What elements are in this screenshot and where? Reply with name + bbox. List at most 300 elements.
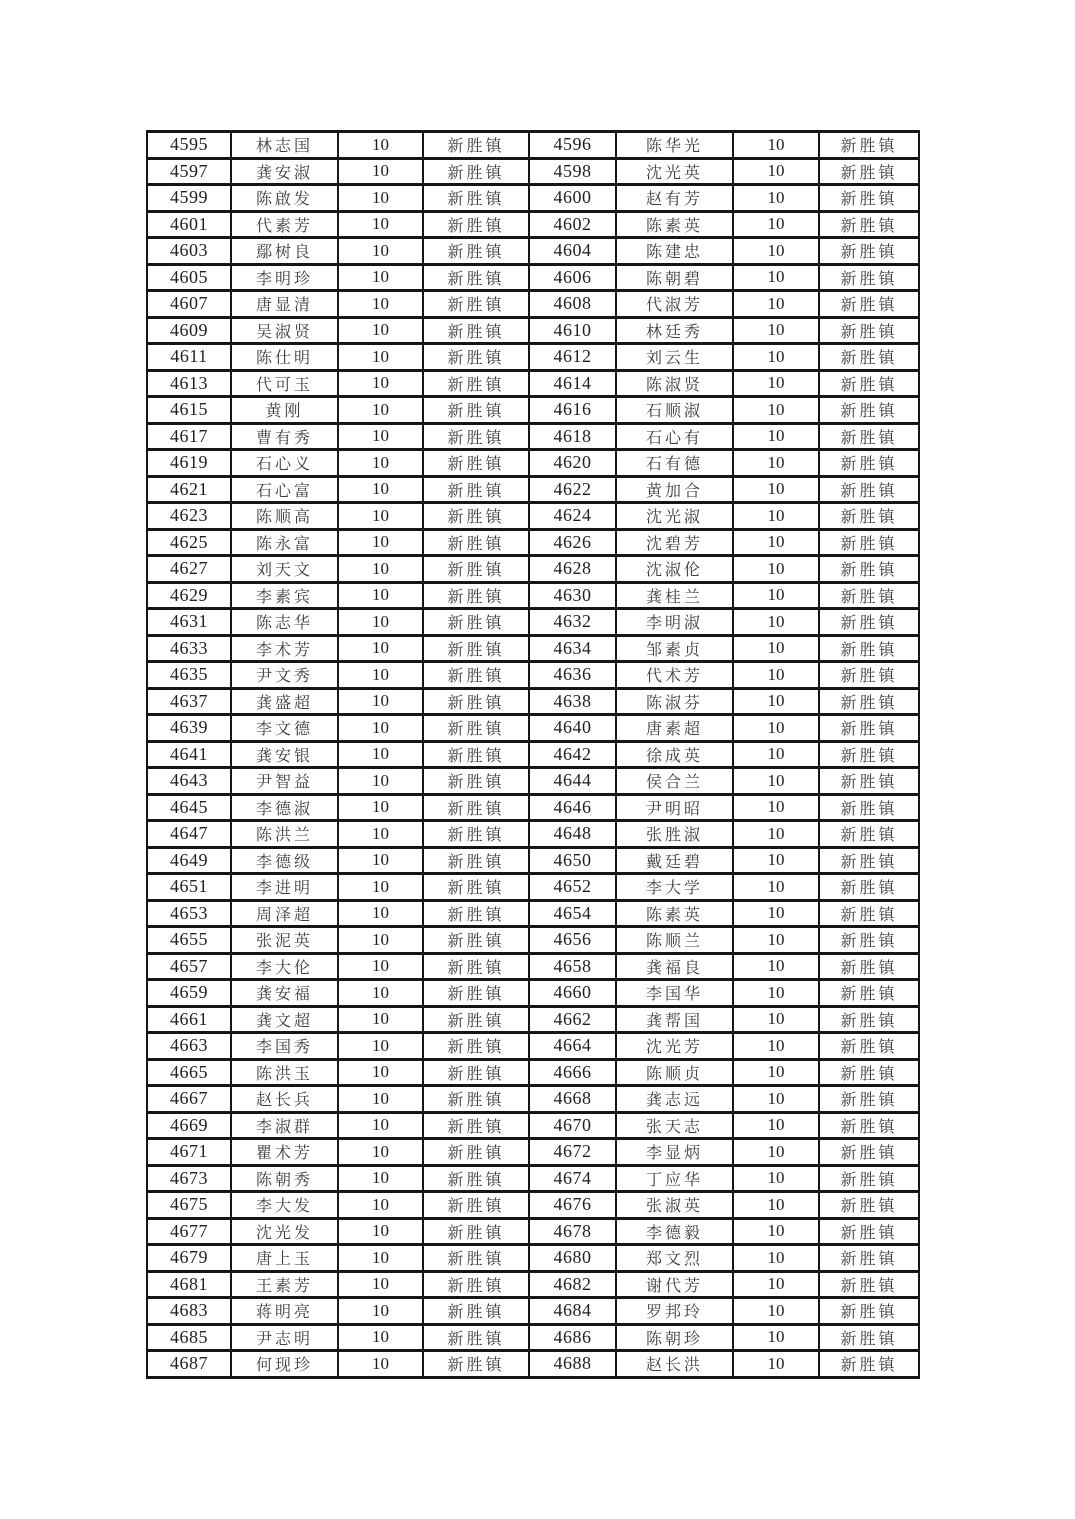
entry-id-cell: 4622 (529, 476, 616, 503)
entry-score-cell: 10 (733, 688, 819, 715)
entry-score-cell: 10 (338, 980, 423, 1007)
entry-score-cell: 10 (338, 741, 423, 768)
entry-score-cell: 10 (733, 291, 819, 318)
entry-town-cell: 新胜镇 (819, 132, 919, 159)
entry-id-cell: 4618 (529, 423, 616, 450)
entry-town-cell: 新胜镇 (423, 1033, 529, 1060)
entry-score-cell: 10 (733, 1245, 819, 1272)
entry-name-cell: 陈朝碧 (616, 264, 733, 291)
entry-name-cell: 李国秀 (231, 1033, 338, 1060)
entry-town-cell: 新胜镇 (423, 874, 529, 901)
entry-score-cell: 10 (338, 211, 423, 238)
entry-id-cell: 4662 (529, 1006, 616, 1033)
entry-score-cell: 10 (733, 1059, 819, 1086)
entry-id-cell: 4637 (147, 688, 231, 715)
entry-name-cell: 石有德 (616, 450, 733, 477)
entry-town-cell: 新胜镇 (423, 609, 529, 636)
entry-town-cell: 新胜镇 (819, 1218, 919, 1245)
entry-score-cell: 10 (338, 1271, 423, 1298)
entry-name-cell: 龚福良 (616, 953, 733, 980)
entry-town-cell: 新胜镇 (819, 847, 919, 874)
entry-score-cell: 10 (338, 370, 423, 397)
entry-town-cell: 新胜镇 (819, 158, 919, 185)
entry-score-cell: 10 (733, 317, 819, 344)
entry-town-cell: 新胜镇 (423, 450, 529, 477)
entry-town-cell: 新胜镇 (423, 556, 529, 583)
entry-town-cell: 新胜镇 (423, 662, 529, 689)
entry-score-cell: 10 (733, 980, 819, 1007)
entry-town-cell: 新胜镇 (423, 927, 529, 954)
entry-town-cell: 新胜镇 (423, 847, 529, 874)
entry-score-cell: 10 (733, 927, 819, 954)
entry-town-cell: 新胜镇 (819, 821, 919, 848)
entry-score-cell: 10 (733, 476, 819, 503)
table-row (147, 1245, 919, 1272)
table-row (147, 556, 919, 583)
table-row (147, 1112, 919, 1139)
entry-name-cell: 代淑芳 (616, 291, 733, 318)
entry-score-cell: 10 (338, 556, 423, 583)
entry-town-cell: 新胜镇 (423, 1112, 529, 1139)
entry-score-cell: 10 (338, 291, 423, 318)
entry-score-cell: 10 (338, 397, 423, 424)
entry-id-cell: 4629 (147, 582, 231, 609)
entry-score-cell: 10 (733, 635, 819, 662)
entry-score-cell: 10 (733, 821, 819, 848)
entry-name-cell: 黄加合 (616, 476, 733, 503)
entry-score-cell: 10 (733, 503, 819, 530)
table-row (147, 768, 919, 795)
entry-id-cell: 4613 (147, 370, 231, 397)
entry-score-cell: 10 (338, 450, 423, 477)
entry-town-cell: 新胜镇 (819, 238, 919, 265)
entry-name-cell: 沈光芳 (616, 1033, 733, 1060)
entry-id-cell: 4677 (147, 1218, 231, 1245)
entry-town-cell: 新胜镇 (423, 1298, 529, 1325)
entry-score-cell: 10 (338, 529, 423, 556)
table-row (147, 662, 919, 689)
entry-town-cell: 新胜镇 (423, 741, 529, 768)
entry-id-cell: 4628 (529, 556, 616, 583)
table-row (147, 874, 919, 901)
entry-score-cell: 10 (338, 1033, 423, 1060)
entry-town-cell: 新胜镇 (819, 1298, 919, 1325)
entry-id-cell: 4603 (147, 238, 231, 265)
entry-name-cell: 沈光淑 (616, 503, 733, 530)
table-row (147, 132, 919, 159)
entry-score-cell: 10 (733, 1218, 819, 1245)
entry-town-cell: 新胜镇 (423, 582, 529, 609)
entry-town-cell: 新胜镇 (423, 370, 529, 397)
entry-score-cell: 10 (338, 264, 423, 291)
entry-name-cell: 李德级 (231, 847, 338, 874)
entry-id-cell: 4612 (529, 344, 616, 371)
entry-town-cell: 新胜镇 (423, 1351, 529, 1378)
entry-score-cell: 10 (338, 503, 423, 530)
entry-id-cell: 4649 (147, 847, 231, 874)
table-row (147, 1271, 919, 1298)
entry-score-cell: 10 (733, 794, 819, 821)
entry-score-cell: 10 (733, 264, 819, 291)
entry-id-cell: 4653 (147, 900, 231, 927)
entry-score-cell: 10 (733, 900, 819, 927)
entry-score-cell: 10 (733, 132, 819, 159)
entry-score-cell: 10 (338, 688, 423, 715)
entry-id-cell: 4669 (147, 1112, 231, 1139)
entry-name-cell: 陈淑芬 (616, 688, 733, 715)
entry-id-cell: 4678 (529, 1218, 616, 1245)
entry-town-cell: 新胜镇 (819, 953, 919, 980)
entry-name-cell: 石顺淑 (616, 397, 733, 424)
entry-name-cell: 赵长洪 (616, 1351, 733, 1378)
entry-name-cell: 李明淑 (616, 609, 733, 636)
entry-id-cell: 4671 (147, 1139, 231, 1166)
entry-id-cell: 4627 (147, 556, 231, 583)
entry-name-cell: 龚安福 (231, 980, 338, 1007)
entry-name-cell: 李德毅 (616, 1218, 733, 1245)
table-row (147, 794, 919, 821)
entry-score-cell: 10 (733, 847, 819, 874)
entry-name-cell: 龚帮国 (616, 1006, 733, 1033)
entry-score-cell: 10 (733, 1165, 819, 1192)
entry-id-cell: 4663 (147, 1033, 231, 1060)
entry-id-cell: 4647 (147, 821, 231, 848)
entry-town-cell: 新胜镇 (423, 1192, 529, 1219)
table-row (147, 1006, 919, 1033)
entry-name-cell: 李大发 (231, 1192, 338, 1219)
entry-score-cell: 10 (338, 132, 423, 159)
table-row (147, 609, 919, 636)
entry-id-cell: 4670 (529, 1112, 616, 1139)
entry-score-cell: 10 (338, 1192, 423, 1219)
entry-town-cell: 新胜镇 (423, 1324, 529, 1351)
entry-score-cell: 10 (338, 847, 423, 874)
entry-name-cell: 陈淑贤 (616, 370, 733, 397)
entry-town-cell: 新胜镇 (423, 1245, 529, 1272)
table-row (147, 1033, 919, 1060)
entry-town-cell: 新胜镇 (819, 1271, 919, 1298)
entry-id-cell: 4617 (147, 423, 231, 450)
entry-score-cell: 10 (338, 1059, 423, 1086)
table-row (147, 847, 919, 874)
entry-town-cell: 新胜镇 (423, 1218, 529, 1245)
entry-score-cell: 10 (338, 715, 423, 742)
entry-name-cell: 尹文秀 (231, 662, 338, 689)
entry-name-cell: 唐素超 (616, 715, 733, 742)
entry-name-cell: 石心有 (616, 423, 733, 450)
entry-name-cell: 陈顺贞 (616, 1059, 733, 1086)
entry-id-cell: 4604 (529, 238, 616, 265)
entry-name-cell: 陈顺兰 (616, 927, 733, 954)
table-row (147, 450, 919, 477)
entry-town-cell: 新胜镇 (423, 317, 529, 344)
entry-town-cell: 新胜镇 (423, 821, 529, 848)
entry-name-cell: 龚文超 (231, 1006, 338, 1033)
entry-id-cell: 4675 (147, 1192, 231, 1219)
entry-score-cell: 10 (733, 158, 819, 185)
entry-score-cell: 10 (733, 609, 819, 636)
entry-town-cell: 新胜镇 (423, 768, 529, 795)
entry-name-cell: 吴淑贤 (231, 317, 338, 344)
table-row (147, 715, 919, 742)
entry-id-cell: 4672 (529, 1139, 616, 1166)
entry-town-cell: 新胜镇 (423, 529, 529, 556)
entry-name-cell: 戴廷碧 (616, 847, 733, 874)
entry-town-cell: 新胜镇 (819, 476, 919, 503)
entry-town-cell: 新胜镇 (819, 185, 919, 212)
table-row (147, 397, 919, 424)
entry-town-cell: 新胜镇 (819, 582, 919, 609)
entry-town-cell: 新胜镇 (423, 185, 529, 212)
entry-town-cell: 新胜镇 (819, 927, 919, 954)
table-row (147, 476, 919, 503)
entry-id-cell: 4688 (529, 1351, 616, 1378)
entry-name-cell: 张淑英 (616, 1192, 733, 1219)
entry-score-cell: 10 (338, 821, 423, 848)
entry-id-cell: 4606 (529, 264, 616, 291)
entry-name-cell: 陈朝秀 (231, 1165, 338, 1192)
entry-name-cell: 李淑群 (231, 1112, 338, 1139)
entry-town-cell: 新胜镇 (423, 397, 529, 424)
entry-name-cell: 蒋明亮 (231, 1298, 338, 1325)
entry-id-cell: 4666 (529, 1059, 616, 1086)
entry-score-cell: 10 (733, 238, 819, 265)
table-row (147, 1192, 919, 1219)
entry-name-cell: 龚桂兰 (616, 582, 733, 609)
table-row (147, 1139, 919, 1166)
entry-id-cell: 4597 (147, 158, 231, 185)
table-row (147, 582, 919, 609)
entry-id-cell: 4645 (147, 794, 231, 821)
entry-town-cell: 新胜镇 (819, 1059, 919, 1086)
entry-town-cell: 新胜镇 (819, 1006, 919, 1033)
entry-name-cell: 李大学 (616, 874, 733, 901)
entry-id-cell: 4664 (529, 1033, 616, 1060)
entry-town-cell: 新胜镇 (423, 900, 529, 927)
entry-name-cell: 李文德 (231, 715, 338, 742)
entry-name-cell: 陈志华 (231, 609, 338, 636)
entry-town-cell: 新胜镇 (819, 344, 919, 371)
entry-score-cell: 10 (733, 1324, 819, 1351)
entry-name-cell: 陈洪兰 (231, 821, 338, 848)
entry-name-cell: 石心富 (231, 476, 338, 503)
entry-name-cell: 尹志明 (231, 1324, 338, 1351)
entry-score-cell: 10 (733, 768, 819, 795)
entry-id-cell: 4687 (147, 1351, 231, 1378)
entry-town-cell: 新胜镇 (819, 370, 919, 397)
entry-score-cell: 10 (733, 715, 819, 742)
entry-town-cell: 新胜镇 (423, 1059, 529, 1086)
entry-score-cell: 10 (733, 1271, 819, 1298)
entry-name-cell: 代素芳 (231, 211, 338, 238)
entry-town-cell: 新胜镇 (423, 794, 529, 821)
entry-score-cell: 10 (338, 1298, 423, 1325)
entry-score-cell: 10 (733, 1351, 819, 1378)
entry-score-cell: 10 (733, 1112, 819, 1139)
entry-id-cell: 4676 (529, 1192, 616, 1219)
entry-id-cell: 4615 (147, 397, 231, 424)
entry-town-cell: 新胜镇 (423, 953, 529, 980)
entry-town-cell: 新胜镇 (423, 1165, 529, 1192)
entry-score-cell: 10 (338, 609, 423, 636)
entry-name-cell: 陈仕明 (231, 344, 338, 371)
entry-score-cell: 10 (733, 1298, 819, 1325)
entry-id-cell: 4624 (529, 503, 616, 530)
entry-name-cell: 陈啟发 (231, 185, 338, 212)
entry-id-cell: 4667 (147, 1086, 231, 1113)
entry-score-cell: 10 (733, 397, 819, 424)
entry-id-cell: 4633 (147, 635, 231, 662)
entry-score-cell: 10 (733, 185, 819, 212)
entry-id-cell: 4682 (529, 1271, 616, 1298)
entry-id-cell: 4623 (147, 503, 231, 530)
entry-town-cell: 新胜镇 (819, 741, 919, 768)
table-row (147, 185, 919, 212)
entry-town-cell: 新胜镇 (423, 423, 529, 450)
entry-name-cell: 刘云生 (616, 344, 733, 371)
entry-id-cell: 4684 (529, 1298, 616, 1325)
entry-score-cell: 10 (733, 1192, 819, 1219)
entry-score-cell: 10 (733, 529, 819, 556)
entry-name-cell: 罗邦玲 (616, 1298, 733, 1325)
table-row (147, 317, 919, 344)
entry-id-cell: 4659 (147, 980, 231, 1007)
entry-id-cell: 4614 (529, 370, 616, 397)
entry-score-cell: 10 (338, 794, 423, 821)
entry-id-cell: 4656 (529, 927, 616, 954)
entry-name-cell: 石心义 (231, 450, 338, 477)
entry-id-cell: 4638 (529, 688, 616, 715)
entry-name-cell: 龚志远 (616, 1086, 733, 1113)
entry-name-cell: 邹素贞 (616, 635, 733, 662)
entry-score-cell: 10 (338, 1006, 423, 1033)
entry-name-cell: 赵长兵 (231, 1086, 338, 1113)
entry-town-cell: 新胜镇 (423, 476, 529, 503)
entry-town-cell: 新胜镇 (819, 423, 919, 450)
entry-id-cell: 4661 (147, 1006, 231, 1033)
entry-name-cell: 陈华光 (616, 132, 733, 159)
entry-town-cell: 新胜镇 (819, 1165, 919, 1192)
entry-id-cell: 4644 (529, 768, 616, 795)
table-row (147, 1218, 919, 1245)
entry-town-cell: 新胜镇 (423, 1086, 529, 1113)
entry-score-cell: 10 (338, 927, 423, 954)
entry-score-cell: 10 (733, 211, 819, 238)
entry-score-cell: 10 (338, 1165, 423, 1192)
entry-name-cell: 李进明 (231, 874, 338, 901)
entry-id-cell: 4673 (147, 1165, 231, 1192)
entry-score-cell: 10 (338, 1245, 423, 1272)
entry-score-cell: 10 (338, 1139, 423, 1166)
entry-score-cell: 10 (733, 450, 819, 477)
entry-name-cell: 何现珍 (231, 1351, 338, 1378)
entry-score-cell: 10 (733, 1006, 819, 1033)
entry-town-cell: 新胜镇 (819, 1033, 919, 1060)
entry-id-cell: 4616 (529, 397, 616, 424)
table-row (147, 1324, 919, 1351)
entry-town-cell: 新胜镇 (819, 1192, 919, 1219)
entry-town-cell: 新胜镇 (819, 900, 919, 927)
entry-town-cell: 新胜镇 (423, 1271, 529, 1298)
entry-name-cell: 林志国 (231, 132, 338, 159)
entry-score-cell: 10 (338, 476, 423, 503)
entry-name-cell: 李素宾 (231, 582, 338, 609)
table-row (147, 1086, 919, 1113)
entry-id-cell: 4650 (529, 847, 616, 874)
entry-name-cell: 黄刚 (231, 397, 338, 424)
entry-id-cell: 4609 (147, 317, 231, 344)
entry-name-cell: 丁应华 (616, 1165, 733, 1192)
entry-town-cell: 新胜镇 (819, 1139, 919, 1166)
entry-id-cell: 4611 (147, 344, 231, 371)
entry-town-cell: 新胜镇 (819, 1324, 919, 1351)
entry-town-cell: 新胜镇 (423, 158, 529, 185)
entry-name-cell: 张泥英 (231, 927, 338, 954)
entry-id-cell: 4635 (147, 662, 231, 689)
entry-score-cell: 10 (733, 1033, 819, 1060)
entry-id-cell: 4600 (529, 185, 616, 212)
entry-name-cell: 李国华 (616, 980, 733, 1007)
entry-score-cell: 10 (338, 185, 423, 212)
entry-id-cell: 4596 (529, 132, 616, 159)
entry-town-cell: 新胜镇 (819, 609, 919, 636)
entry-id-cell: 4608 (529, 291, 616, 318)
entry-id-cell: 4605 (147, 264, 231, 291)
entry-id-cell: 4646 (529, 794, 616, 821)
entry-name-cell: 陈建忠 (616, 238, 733, 265)
entry-name-cell: 李显炳 (616, 1139, 733, 1166)
entry-id-cell: 4599 (147, 185, 231, 212)
entry-town-cell: 新胜镇 (819, 211, 919, 238)
entry-name-cell: 代可玉 (231, 370, 338, 397)
entry-id-cell: 4634 (529, 635, 616, 662)
entry-town-cell: 新胜镇 (819, 1351, 919, 1378)
table-row (147, 529, 919, 556)
entry-town-cell: 新胜镇 (819, 794, 919, 821)
entry-id-cell: 4654 (529, 900, 616, 927)
entry-town-cell: 新胜镇 (819, 768, 919, 795)
entry-name-cell: 唐上玉 (231, 1245, 338, 1272)
entry-town-cell: 新胜镇 (819, 635, 919, 662)
entry-score-cell: 10 (338, 238, 423, 265)
entry-name-cell: 唐显清 (231, 291, 338, 318)
entry-name-cell: 陈朝珍 (616, 1324, 733, 1351)
table-row (147, 344, 919, 371)
table-row (147, 291, 919, 318)
entry-id-cell: 4668 (529, 1086, 616, 1113)
entry-town-cell: 新胜镇 (819, 291, 919, 318)
entry-town-cell: 新胜镇 (819, 1112, 919, 1139)
entry-score-cell: 10 (733, 344, 819, 371)
table-row (147, 741, 919, 768)
entry-id-cell: 4630 (529, 582, 616, 609)
entry-score-cell: 10 (338, 635, 423, 662)
entry-name-cell: 郑文烈 (616, 1245, 733, 1272)
entry-score-cell: 10 (338, 1218, 423, 1245)
entry-id-cell: 4640 (529, 715, 616, 742)
entry-id-cell: 4658 (529, 953, 616, 980)
entry-name-cell: 尹明昭 (616, 794, 733, 821)
entry-name-cell: 沈光发 (231, 1218, 338, 1245)
entry-id-cell: 4679 (147, 1245, 231, 1272)
table-row (147, 1059, 919, 1086)
table-row (147, 158, 919, 185)
entry-name-cell: 徐成英 (616, 741, 733, 768)
entry-town-cell: 新胜镇 (819, 503, 919, 530)
entry-score-cell: 10 (338, 874, 423, 901)
entry-town-cell: 新胜镇 (819, 662, 919, 689)
entry-id-cell: 4610 (529, 317, 616, 344)
